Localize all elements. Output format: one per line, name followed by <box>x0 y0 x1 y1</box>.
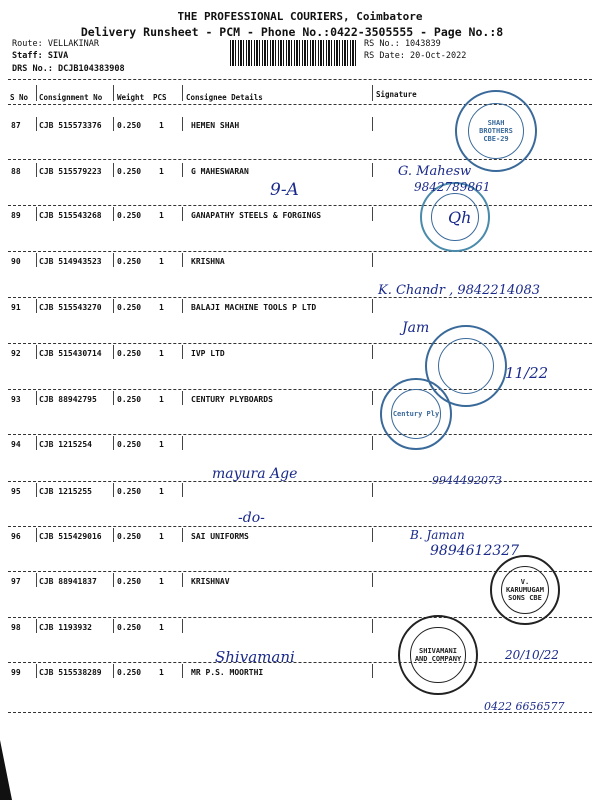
handwritten-consignee: Shivamani <box>215 648 295 666</box>
handwritten-phone: 9894612327 <box>430 543 520 559</box>
column-divider <box>372 528 373 542</box>
row-divider <box>8 389 592 390</box>
consignment-number: CJB 515573376 <box>39 121 102 130</box>
weight-cell: 0.250 <box>117 167 142 176</box>
route-label: Route: VELLAKINAR <box>12 39 99 49</box>
barcode <box>230 40 358 66</box>
pcs-cell: 1 <box>159 167 164 176</box>
row-divider <box>8 662 592 663</box>
consignment-number: CJB 88942795 <box>39 395 97 404</box>
column-divider <box>36 253 37 267</box>
runsheet-title: Delivery Runsheet - PCM - Phone No.:0422-3505555 - Page No.:8 <box>80 25 504 39</box>
column-divider <box>372 85 373 101</box>
consignee-name: BALAJI MACHINE TOOLS P LTD <box>191 303 317 312</box>
column-divider <box>182 345 183 359</box>
column-divider <box>372 299 373 313</box>
pcs-cell: 1 <box>159 395 164 404</box>
column-divider <box>182 163 183 177</box>
column-divider <box>182 619 183 633</box>
column-divider <box>36 664 37 678</box>
handwritten-signature: K. Chandr , 9842214083 <box>378 283 541 298</box>
column-divider <box>182 117 183 131</box>
handwritten-phone: 9944492073 <box>432 474 502 487</box>
consignment-number: CJB 515430714 <box>39 349 102 358</box>
header-top-rule <box>8 79 592 80</box>
weight-cell: 0.250 <box>117 349 142 358</box>
pcs-cell: 1 <box>159 440 164 449</box>
column-divider <box>372 163 373 177</box>
sno-cell: 87 <box>11 121 21 130</box>
column-divider <box>372 207 373 221</box>
consignee-name: IVP LTD <box>191 349 225 358</box>
weight-cell: 0.250 <box>117 211 142 220</box>
handwritten-consignee: mayura Age <box>212 466 298 482</box>
column-divider <box>113 619 114 633</box>
pcs-cell: 1 <box>159 577 164 586</box>
pcs-cell: 1 <box>159 121 164 130</box>
consignee-name: CENTURY PLYBOARDS <box>191 395 273 404</box>
consignment-number: CJB 515429016 <box>39 532 102 541</box>
consignment-number: CJB 515543270 <box>39 303 102 312</box>
sno-cell: 88 <box>11 167 21 176</box>
column-divider <box>113 664 114 678</box>
col-header-consignee: Consignee Details <box>186 93 263 102</box>
column-divider <box>113 299 114 313</box>
consignment-number: CJB 514943523 <box>39 257 102 266</box>
column-divider <box>372 664 373 678</box>
column-divider <box>182 573 183 587</box>
pcs-cell: 1 <box>159 623 164 632</box>
column-divider <box>113 117 114 131</box>
handwritten-phone: 9842789861 <box>414 180 491 194</box>
sno-cell: 98 <box>11 623 21 632</box>
sno-cell: 97 <box>11 577 21 586</box>
column-divider <box>182 391 183 405</box>
col-header-signature: Signature <box>376 90 417 99</box>
row-divider <box>8 343 592 344</box>
row-divider <box>8 205 592 206</box>
weight-cell: 0.250 <box>117 121 142 130</box>
column-divider <box>113 391 114 405</box>
handwritten-signature: Qh <box>448 208 472 227</box>
handwritten-signature: B. Jaman <box>410 528 465 542</box>
column-divider <box>36 573 37 587</box>
rs-date: RS Date: 20-Oct-2022 <box>364 51 467 61</box>
column-divider <box>113 573 114 587</box>
consignment-number: CJB 1193932 <box>39 623 92 632</box>
sno-cell: 89 <box>11 211 21 220</box>
pcs-cell: 1 <box>159 349 164 358</box>
column-divider <box>182 664 183 678</box>
consignment-number: CJB 515538289 <box>39 668 102 677</box>
column-divider <box>372 573 373 587</box>
row-divider <box>8 526 592 527</box>
pcs-cell: 1 <box>159 532 164 541</box>
col-header-pcs: PCS <box>153 93 167 102</box>
column-divider <box>372 483 373 497</box>
handwritten-date: 11/22 <box>505 364 549 382</box>
column-divider <box>113 528 114 542</box>
column-divider <box>36 163 37 177</box>
pcs-cell: 1 <box>159 487 164 496</box>
column-divider <box>36 85 37 101</box>
sno-cell: 95 <box>11 487 21 496</box>
col-header-sno: S No <box>10 93 29 102</box>
column-divider <box>36 436 37 450</box>
sno-cell: 90 <box>11 257 21 266</box>
rs-number: RS No.: 1043839 <box>364 39 441 49</box>
consignment-number: CJB 515579223 <box>39 167 102 176</box>
column-divider <box>372 391 373 405</box>
consignee-name: SAI UNIFORMS <box>191 532 249 541</box>
column-divider <box>372 345 373 359</box>
column-divider <box>182 207 183 221</box>
column-divider <box>182 253 183 267</box>
handwritten-consignee: -do- <box>238 510 265 526</box>
row-divider <box>8 251 592 252</box>
column-divider <box>372 436 373 450</box>
consignment-number: CJB 1215254 <box>39 440 92 449</box>
company-title: THE PROFESSIONAL COURIERS, Coimbatore <box>177 10 423 23</box>
column-divider <box>113 483 114 497</box>
pcs-cell: 1 <box>159 303 164 312</box>
sno-cell: 94 <box>11 440 21 449</box>
column-divider <box>113 253 114 267</box>
column-divider <box>36 345 37 359</box>
column-divider <box>36 391 37 405</box>
weight-cell: 0.250 <box>117 577 142 586</box>
handwritten-signature: Jam <box>402 320 430 336</box>
consignment-number: CJB 88941837 <box>39 577 97 586</box>
consignee-name: HEMEN SHAH <box>191 121 240 130</box>
century-stamp: Century Ply <box>380 378 452 450</box>
column-divider <box>36 299 37 313</box>
consignment-number: CJB 515543268 <box>39 211 102 220</box>
weight-cell: 0.250 <box>117 257 142 266</box>
weight-cell: 0.250 <box>117 395 142 404</box>
pcs-cell: 1 <box>159 668 164 677</box>
pcs-cell: 1 <box>159 211 164 220</box>
row-divider <box>8 481 592 482</box>
weight-cell: 0.250 <box>117 623 142 632</box>
sno-cell: 91 <box>11 303 21 312</box>
sno-cell: 93 <box>11 395 21 404</box>
column-divider <box>113 436 114 450</box>
column-divider <box>36 528 37 542</box>
consignment-number: CJB 1215255 <box>39 487 92 496</box>
handwritten-signature: G. Mahesw <box>398 164 472 179</box>
column-divider <box>113 345 114 359</box>
column-divider <box>36 483 37 497</box>
handwritten-note: 9-A <box>270 180 299 200</box>
column-divider <box>113 163 114 177</box>
weight-cell: 0.250 <box>117 668 142 677</box>
drs-number: DRS No.: DCJB104383908 <box>12 64 125 74</box>
sno-cell: 96 <box>11 532 21 541</box>
weight-cell: 0.250 <box>117 487 142 496</box>
handwritten-phone: 0422 6656577 <box>484 700 565 713</box>
consignee-name: G MAHESWARAN <box>191 167 249 176</box>
column-divider <box>182 436 183 450</box>
column-divider <box>113 207 114 221</box>
shivamani-stamp: SHIVAMANI AND COMPANY <box>398 615 478 695</box>
column-divider <box>372 619 373 633</box>
column-divider <box>36 207 37 221</box>
column-divider <box>372 253 373 267</box>
column-divider <box>36 117 37 131</box>
col-header-weight: Weight <box>117 93 145 102</box>
scan-shadow <box>0 740 12 800</box>
column-divider <box>36 619 37 633</box>
consignee-name: KRISHNA <box>191 257 225 266</box>
col-header-consignment: Consignment No <box>39 93 103 102</box>
sno-cell: 92 <box>11 349 21 358</box>
column-divider <box>113 85 114 101</box>
consignee-name: KRISHNAV <box>191 577 230 586</box>
row-divider <box>8 434 592 435</box>
column-divider <box>372 117 373 131</box>
column-divider <box>182 483 183 497</box>
sno-cell: 99 <box>11 668 21 677</box>
column-divider <box>182 528 183 542</box>
shah-brothers-stamp: SHAH BROTHERS CBE-29 <box>455 90 537 172</box>
weight-cell: 0.250 <box>117 440 142 449</box>
weight-cell: 0.250 <box>117 532 142 541</box>
consignee-name: MR P.S. MOORTHI <box>191 668 264 677</box>
staff-label: Staff: SIVA <box>12 51 69 61</box>
consignee-name: GANAPATHY STEELS & FORGINGS <box>191 211 322 220</box>
karumugam-stamp: V. KARUMUGAM SONS CBE <box>490 555 560 625</box>
column-divider <box>182 299 183 313</box>
weight-cell: 0.250 <box>117 303 142 312</box>
column-divider <box>182 85 183 101</box>
pcs-cell: 1 <box>159 257 164 266</box>
handwritten-date: 20/10/22 <box>505 648 559 662</box>
